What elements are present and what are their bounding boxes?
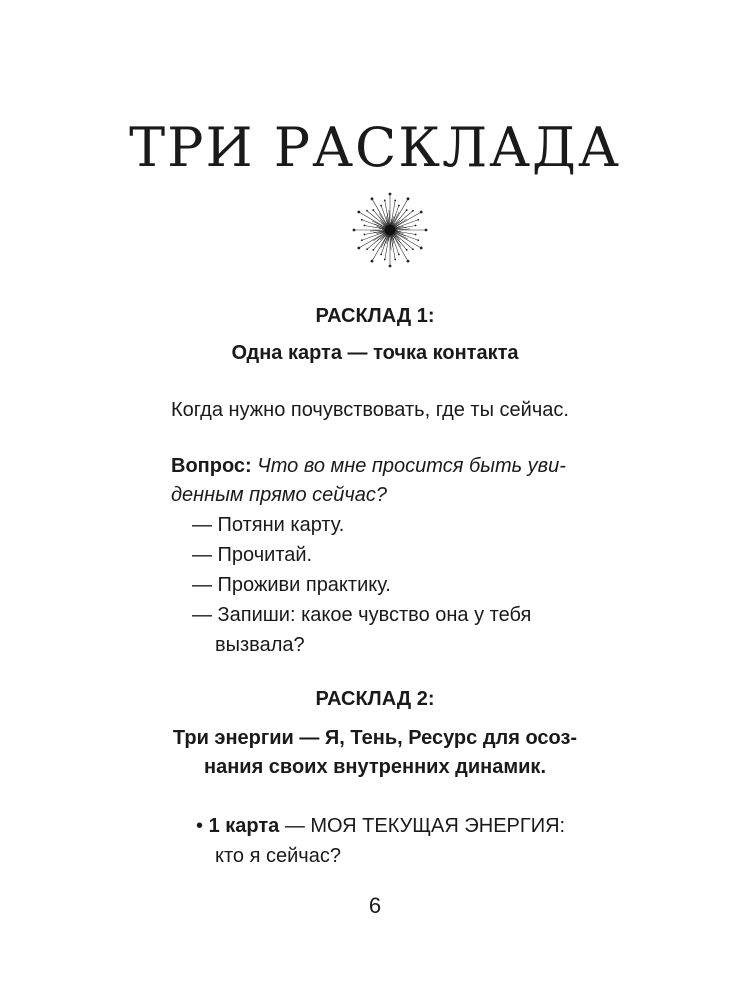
bullet-marker: • [196,815,204,837]
bullet-item [196,812,565,840]
step-item: — Потяни карту. [192,514,345,536]
question-text-line1: Что во мне просится быть уви- [257,455,566,477]
section2-subtitle-line1: Три энергии — Я, Тень, Ресурс для осоз- [172,727,578,749]
page-number: 6 [368,893,382,918]
bullet-text: — МОЯ ТЕКУЩАЯ ЭНЕРГИЯ: [279,815,566,837]
question-label: Вопрос: [171,455,252,477]
starburst-icon [350,190,430,270]
page-title: ТРИ РАСКЛАДА [129,116,621,179]
step-item-continuation: вызвала? [215,634,305,656]
bullet-label: 1 карта [208,815,280,837]
section2-heading: РАСКЛАД 2: [315,688,435,710]
bullet-continuation: кто я сейчас? [215,845,341,867]
section1-subtitle: Одна карта — точка контакта [231,342,519,364]
section1-heading: РАСКЛАД 1: [315,305,435,327]
step-item: — Прочитай. [192,544,313,566]
step-item: — Запиши: какое чувство она у тебя [192,604,532,626]
section2-subtitle-line2: нания своих внутренних динамик. [203,756,546,778]
section1-intro: Когда нужно почувствовать, где ты сейчас. [171,399,569,421]
question-text-line2: денным прямо сейчас? [171,484,387,506]
section1-question [171,452,566,480]
step-item: — Проживи практику. [192,574,391,596]
